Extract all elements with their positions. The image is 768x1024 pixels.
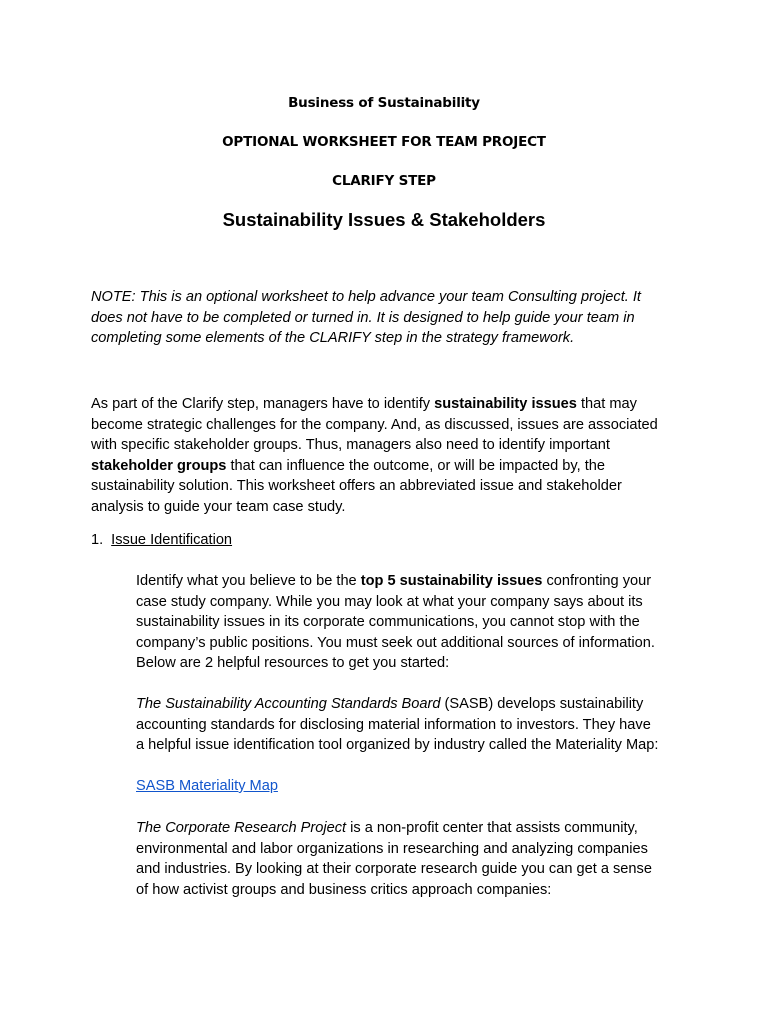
- identify-line: case study company. While you may look at what your company says about its: [136, 593, 643, 610]
- intro-text: that may: [576, 396, 637, 412]
- intro-line: with specific stakeholder groups. Thus, managers also need to identify important: [91, 437, 610, 454]
- crp-line: of how activist groups and business critics approach companies:: [136, 881, 552, 898]
- sasb-paragraph: [136, 694, 658, 756]
- section-1-heading: [91, 530, 232, 551]
- identify-line: [136, 571, 655, 592]
- sasb-line: [136, 694, 658, 715]
- identify-line: Below are 2 helpful resources to get you started:: [136, 655, 450, 672]
- section-1-line: [91, 530, 232, 551]
- crp-line: and industries. By looking at their corporate research guide you can get a sense: [136, 861, 652, 878]
- sasb-text: (SASB) develops sustainability: [440, 696, 644, 712]
- intro-paragraph: [91, 394, 658, 518]
- step-heading: CLARIFY STEP: [332, 173, 436, 189]
- intro-line: analysis to guide your team case study.: [91, 498, 346, 515]
- crp-text: is a non-profit center that assists community,: [346, 820, 638, 836]
- sasb-line: accounting standards for disclosing material information to investors. They have: [136, 716, 651, 733]
- note-line: completing some elements of the CLARIFY step in the strategy framework.: [91, 330, 575, 347]
- identify-text: Identify what you believe to be the: [136, 573, 361, 589]
- identify-bold-text: top 5 sustainability issues: [360, 573, 543, 589]
- intro-line: sustainability solution. This worksheet offers an abbreviated issue and stakeholder: [91, 478, 622, 495]
- sasb-org-name: The Sustainability Accounting Standards Board: [136, 696, 441, 712]
- identify-line: sustainability issues in its corporate communications, you cannot stop with the: [136, 614, 640, 631]
- note-line: NOTE: This is an optional worksheet to help advance your team Consulting project. It: [91, 289, 641, 305]
- note-paragraph: [91, 287, 641, 349]
- intro-line: become strategic challenges for the company. And, as discussed, issues are associated: [91, 416, 658, 433]
- worksheet-heading: OPTIONAL WORKSHEET FOR TEAM PROJECT: [222, 134, 546, 150]
- identify-line: company’s public positions. You must seek out additional sources of information.: [136, 634, 655, 651]
- intro-line: [91, 394, 658, 415]
- sasb-materiality-map-link[interactable]: SASB Materiality Map: [136, 778, 278, 794]
- intro-bold-text: stakeholder groups: [91, 457, 227, 474]
- intro-line: [91, 456, 658, 477]
- course-title: Business of Sustainability: [288, 95, 480, 111]
- identify-text: confronting your: [542, 573, 652, 589]
- crp-org-name: The Corporate Research Project: [136, 820, 347, 836]
- section-1-title: Issue Identification: [111, 532, 233, 548]
- crp-line: environmental and labor organizations in researching and analyzing companies: [136, 840, 648, 857]
- identify-paragraph: [136, 571, 655, 674]
- intro-text: As part of the Clarify step, managers have to identify: [91, 396, 435, 412]
- section-1-number: 1.: [91, 532, 104, 548]
- page-title: Sustainability Issues & Stakeholders: [222, 209, 546, 230]
- intro-bold-text: sustainability issues: [434, 396, 577, 412]
- sasb-line: a helpful issue identification tool organized by industry called the Materiality Map:: [136, 737, 659, 754]
- crp-line: [136, 818, 652, 839]
- intro-text: that can influence the outcome, or will be impacted by, the: [226, 457, 606, 474]
- note-line: does not have to be completed or turned in. It is designed to help guide your team in: [91, 309, 635, 326]
- crp-paragraph: [136, 818, 652, 900]
- sasb-link-row: [136, 776, 278, 797]
